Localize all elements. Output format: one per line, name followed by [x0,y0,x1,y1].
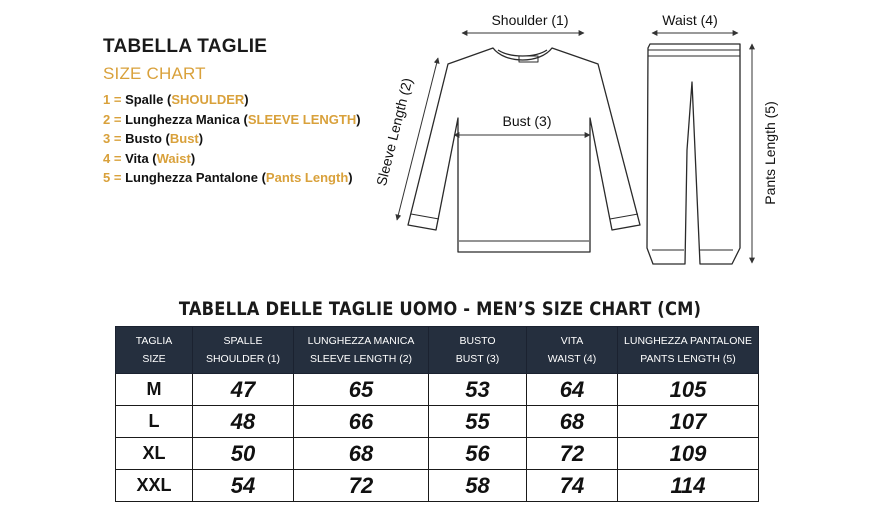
shirt-icon [408,48,640,252]
pants-cell: 105 [618,374,759,406]
shoulder-cell: 48 [193,406,294,438]
legend-num: 2 = [103,111,122,127]
size-cell: XL [116,438,193,470]
legend-en-label: Bust [169,131,199,146]
header-bust [429,327,527,374]
legend-en-label: Pants Length [265,170,349,185]
legend-it-label: Vita [125,150,149,166]
table-header-row [116,327,759,374]
header-line2: WAIST (4) [547,353,597,365]
size-cell: XXL [116,470,193,502]
header-line2: SHOULDER (1) [205,353,281,365]
table-row [116,438,759,470]
bust-cell: 56 [429,438,527,470]
header-line2: SLEEVE LENGTH (2) [309,353,413,365]
shoulder-cell: 47 [193,374,294,406]
header-sleeve [294,327,429,374]
legend-item-bust: 3 = Busto (Bust) [103,131,204,146]
legend-num: 5 = [103,170,122,185]
legend-num: 3 = [103,131,122,146]
size-cell: L [116,406,193,438]
legend-item-sleeve: 2 = Lunghezza Manica (SLEEVE LENGTH) [103,111,361,127]
legend-title: TABELLA TAGLIE [103,36,268,57]
size-table [115,326,759,502]
pants-cell: 107 [618,406,759,438]
waist-cell: 64 [527,374,618,406]
waist-cell: 72 [527,438,618,470]
header-line1: LUNGHEZZA PANTALONE [624,335,752,347]
pants-icon [647,44,740,264]
legend-it-label: Busto [125,131,162,146]
bust-cell: 55 [429,406,527,438]
header-waist [527,327,618,374]
sleeve-cell: 65 [294,374,429,406]
pants-cell: 109 [618,438,759,470]
legend-it-label: Lunghezza Manica [125,111,240,127]
legend-num: 4 = [103,150,122,166]
header-line2: BUST (3) [455,353,500,365]
legend-item-pants: 5 = Lunghezza Pantalone (Pants Length) [103,170,353,185]
legend-en-label: SLEEVE LENGTH [247,111,357,127]
legend-it-label: Spalle [125,92,164,107]
pants-cell: 114 [618,470,759,502]
header-shoulder [193,327,294,374]
header-line1: TAGLIA [135,335,173,347]
header-line1: SPALLE [223,335,263,347]
legend-en-label: SHOULDER [171,92,245,107]
header-line1: LUNGHEZZA MANICA [307,335,415,347]
waist-cell: 68 [527,406,618,438]
shoulder-cell: 50 [193,438,294,470]
shoulder-cell: 54 [193,470,294,502]
table-title: TABELLA DELLE TAGLIE UOMO - MEN’S SIZE CHART (CM) [178,298,702,320]
bust-cell: 53 [429,374,527,406]
legend-it-label: Lunghezza Pantalone [125,170,258,185]
sleeve-cell: 68 [294,438,429,470]
header-line1: BUSTO [459,335,496,347]
sleeve-label: Sleeve Length (2) [373,76,416,188]
legend-subtitle: SIZE CHART [103,64,206,83]
waist-label: Waist (4) [662,12,718,28]
header-line2: PANTS LENGTH (5) [640,353,736,365]
header-line1: VITA [560,335,584,347]
table-row [116,374,759,406]
header-line2: SIZE [142,353,166,365]
sleeve-cell: 66 [294,406,429,438]
legend-en-label: Waist [156,150,191,166]
pants-length-label: Pants Length (5) [762,101,778,205]
header-size [116,327,193,374]
legend-item-shoulder: 1 = Spalle (SHOULDER) [103,92,249,107]
waist-cell: 74 [527,470,618,502]
table-row [116,470,759,502]
legend-num: 1 = [103,92,122,107]
legend-item-waist: 4 = Vita (Waist) [103,150,196,166]
size-cell: M [116,374,193,406]
bust-label: Bust (3) [502,113,552,129]
sleeve-cell: 72 [294,470,429,502]
shoulder-label: Shoulder (1) [491,12,569,28]
bust-cell: 58 [429,470,527,502]
table-row [116,406,759,438]
header-pants [618,327,759,374]
